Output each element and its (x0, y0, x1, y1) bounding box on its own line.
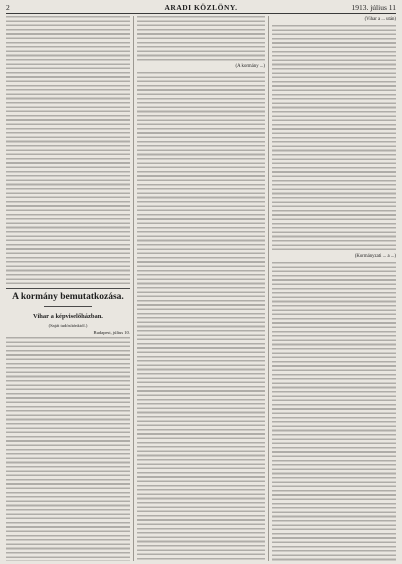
issue-date: 1913. július 11 (351, 3, 396, 12)
correspondent-line: (Saját tudósítónktól.) (48, 323, 88, 328)
dateline: Budapest, július 10. (93, 330, 130, 335)
page-number: 2 (6, 3, 10, 12)
subheadline-storm: Vihar a képviselőházban. (33, 313, 103, 320)
newspaper-title: ARADI KÖZLÖNY. (164, 3, 238, 12)
headline-government: A kormány bemutatkozása. (12, 292, 124, 302)
section-rule (6, 288, 130, 289)
column-divider (133, 16, 134, 561)
article-text (272, 25, 396, 251)
section-note: (Kormányzati ... a ...) (354, 254, 396, 259)
article-text (6, 16, 130, 284)
masthead (6, 2, 396, 14)
article-text (137, 72, 265, 561)
column-3 (272, 16, 396, 561)
section-note: (Vihar a ... után) (364, 17, 396, 22)
article-text (272, 262, 396, 561)
column-1 (6, 16, 130, 561)
section-note: (A kormány ...) (235, 64, 265, 69)
article-text (6, 337, 130, 561)
column-2 (137, 16, 265, 561)
headline-rule (44, 306, 92, 307)
article-text (137, 16, 265, 61)
column-divider (268, 16, 269, 561)
